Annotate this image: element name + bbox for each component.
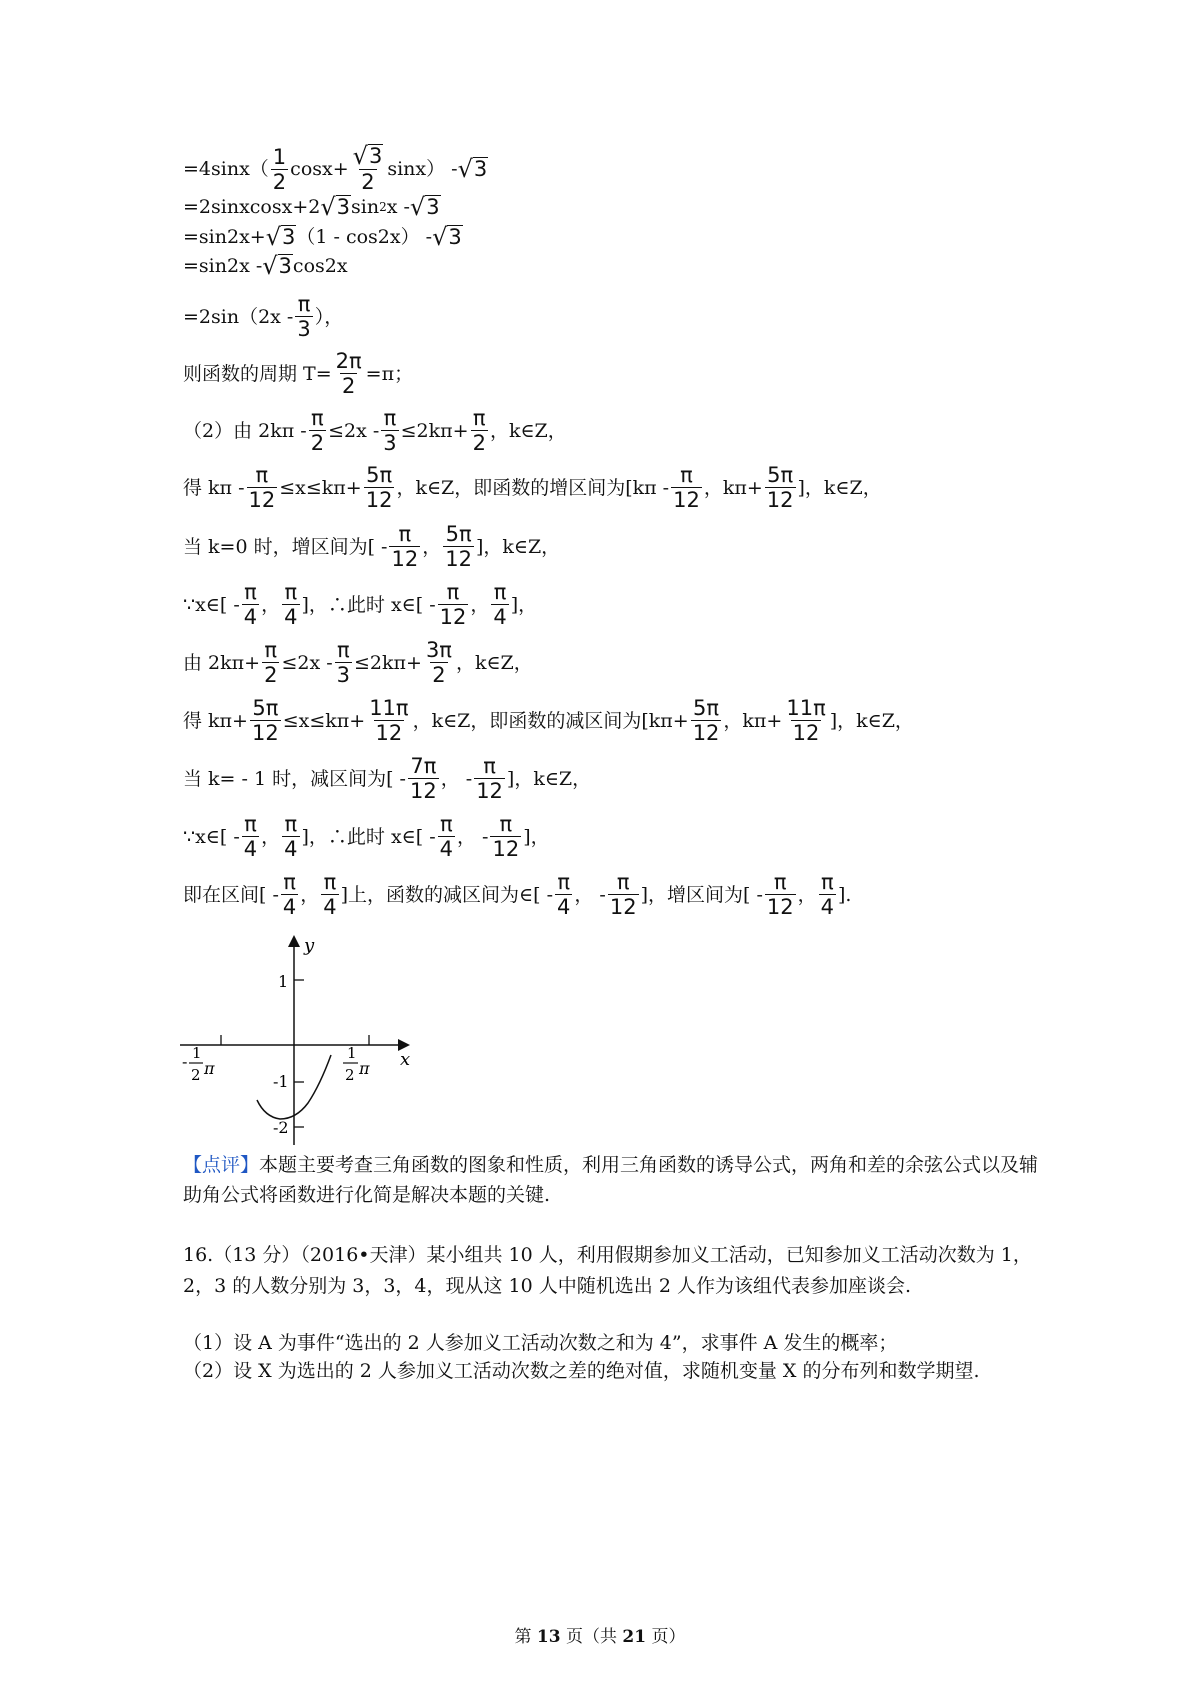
x-left-num: 1 bbox=[192, 1044, 202, 1062]
fraction: $\frac{\pi}{3}$ bbox=[336, 638, 350, 687]
solution-line-12: 得 kπ+ $\frac{5\pi}{12}$ ≤x≤kπ+ $\frac{11\pi}{12}$ ，k∈Z，即函数的减区间为[kπ+ $\frac{5\pi}{12}$ ，kπ+ $\frac{11\pi}{12}$ ]，k∈Z， bbox=[183, 696, 914, 745]
fraction: $\frac{\pi}{4}$ bbox=[493, 580, 507, 629]
sqrt-symbol: √ 3 bbox=[432, 223, 462, 251]
x-left-pi: π bbox=[204, 1059, 215, 1078]
fraction: $\frac{5\pi}{12}$ bbox=[692, 696, 720, 745]
fraction: √ 3 2 bbox=[352, 142, 383, 194]
fraction: $\frac{\pi}{12}$ bbox=[391, 522, 419, 571]
solution-line-14: ∵x∈[ - $\frac{\pi}{4}$ ， $\frac{\pi}{4}$ ]，∴此时 x∈[ - $\frac{\pi}{4}$ ， - $\frac{\pi}{12}$ ]， bbox=[183, 812, 550, 861]
fraction: $\frac{11\pi}{12}$ bbox=[786, 696, 826, 745]
fraction: $\frac{\pi}{4}$ bbox=[323, 870, 337, 919]
fraction: $\frac{\pi}{4}$ bbox=[284, 580, 298, 629]
y-axis-arrow bbox=[288, 935, 300, 947]
fraction: $\frac{1}{2}$ bbox=[272, 144, 287, 194]
fraction: $\frac{\pi}{12}$ bbox=[248, 463, 276, 512]
problem-16-q1: （1）设 A 为事件“选出的 2 人参加义工活动次数之和为 4”，求事件 A 发生的概率； bbox=[183, 1332, 898, 1354]
fraction: $\frac{5\pi}{12}$ bbox=[766, 463, 794, 512]
problem-16-q2: （2）设 X 为选出的 2 人参加义工活动次数之差的绝对值，求随机变量 X 的分布列和数学期望. bbox=[183, 1360, 980, 1382]
y-tick-label-m1: -1 bbox=[273, 1072, 289, 1091]
x-right-num: 1 bbox=[347, 1044, 357, 1062]
solution-line-5: =2sin（2x - $\frac{\pi}{3}$ ）， bbox=[183, 292, 344, 341]
fraction: $\frac{\pi}{12}$ bbox=[766, 870, 794, 919]
page-footer: 第 13 页（共 21 页） bbox=[514, 1627, 686, 1647]
solution-line-4: =sin2x - √ 3 cos2x bbox=[183, 252, 348, 280]
solution-line-6: 则函数的周期 T= $\frac{2\pi}{2}$ =π； bbox=[183, 349, 414, 398]
solution-line-13: 当 k= - 1 时，减区间为[ - $\frac{7\pi}{12}$ ， - $\frac{\pi}{12}$ ]，k∈Z， bbox=[183, 754, 592, 803]
fraction: $\frac{\pi}{2}$ bbox=[264, 638, 278, 687]
x-left-minus: - bbox=[182, 1052, 188, 1071]
solution-line-1: =4sinx（ $\frac{1}{2}$ cosx+ √ 3 2 sinx） - √ 3 bbox=[183, 142, 488, 194]
fraction: $\frac{\pi}{2}$ bbox=[472, 406, 486, 455]
fraction: $\frac{7\pi}{12}$ bbox=[409, 754, 437, 803]
fraction: $\frac{5\pi}{12}$ bbox=[445, 522, 472, 571]
y-tick-label-1: 1 bbox=[278, 972, 289, 991]
function-graph bbox=[180, 935, 440, 1155]
fraction: $\frac{5\pi}{12}$ bbox=[251, 696, 279, 745]
solution-line-11: 由 2kπ+ $\frac{\pi}{2}$ ≤2x - $\frac{\pi}{3}$ ≤2kπ+ $\frac{3\pi}{2}$ ，k∈Z， bbox=[183, 638, 533, 687]
fraction: $\frac{\pi}{12}$ bbox=[609, 870, 637, 919]
y-tick-label-m2: -2 bbox=[273, 1118, 289, 1137]
page-total: 21 bbox=[622, 1627, 647, 1647]
fraction: $\frac{\pi}{3}$ bbox=[383, 406, 397, 455]
fraction: $\frac{\pi}{4}$ bbox=[284, 812, 298, 861]
comment-text: 本题主要考查三角函数的图象和性质，利用三角函数的诱导公式，两角和差的余弦公式以及辅助角公式将函数进行化简是解决本题的关键. bbox=[183, 1154, 1039, 1206]
sqrt-symbol: √ 3 bbox=[457, 155, 488, 183]
fraction: $\frac{\pi}{4}$ bbox=[282, 870, 297, 919]
page-number: 13 bbox=[536, 1627, 561, 1647]
fraction: $\frac{\pi}{4}$ bbox=[439, 812, 453, 861]
solution-line-2: =2sinxcosx+2 √ 3 sin 2 x - √ 3 bbox=[183, 193, 440, 221]
comment-tag: 【点评】 bbox=[183, 1154, 260, 1176]
solution-line-8: 得 kπ - $\frac{\pi}{12}$ ≤x≤kπ+ $\frac{5\pi}{12}$ ，k∈Z，即函数的增区间为[kπ - $\frac{\pi}{12}$ ，kπ+ $\frac{5\pi}{12}$ ]，k∈Z， bbox=[183, 463, 882, 512]
fraction: $\frac{\pi}{4}$ bbox=[820, 870, 834, 919]
solution-line-10: ∵x∈[ - $\frac{\pi}{4}$ ， $\frac{\pi}{4}$ ]，∴此时 x∈[ - $\frac{\pi}{12}$ ， $\frac{\pi}{4}$ ]， bbox=[183, 580, 538, 629]
solution-line-9: 当 k=0 时，增区间为[ - $\frac{\pi}{12}$ ， $\frac{5\pi}{12}$ ]，k∈Z， bbox=[183, 522, 561, 571]
fraction: $\frac{3\pi}{2}$ bbox=[425, 638, 452, 687]
fraction: $\frac{11\pi}{12}$ bbox=[369, 696, 409, 745]
sqrt-symbol: √ 3 bbox=[262, 252, 292, 280]
fraction: $\frac{\pi}{3}$ bbox=[297, 292, 311, 341]
solution-line-15: 即在区间[ - $\frac{\pi}{4}$ ， $\frac{\pi}{4}$ ]上，函数的减区间为∈[ - $\frac{\pi}{4}$ ， - $\frac{\pi}{12}$ ]，增区间为[ - $\frac{\pi}{12}$ ， $\frac{\pi}{4}$ ]. bbox=[183, 870, 852, 919]
fraction: $\frac{\pi}{12}$ bbox=[476, 754, 503, 803]
fraction: $\frac{\pi}{2}$ bbox=[310, 406, 325, 455]
sqrt-symbol: √ 3 bbox=[265, 223, 296, 251]
comment-block bbox=[183, 1150, 1043, 1210]
y-axis-label: y bbox=[304, 935, 315, 956]
solution-line-3: =sin2x+ √ 3 （1 - cos2x） - √ 3 bbox=[183, 223, 462, 251]
fraction: $\frac{\pi}{4}$ bbox=[557, 870, 571, 919]
x-axis-label: x bbox=[400, 1049, 411, 1070]
solution-line-7: （2）由 2kπ - $\frac{\pi}{2}$ ≤2x - $\frac{\pi}{3}$ ≤2kπ+ $\frac{\pi}{2}$ ，k∈Z， bbox=[183, 406, 567, 455]
x-right-den: 2 bbox=[345, 1066, 355, 1084]
fraction: $\frac{\pi}{12}$ bbox=[673, 463, 700, 512]
fraction: $\frac{\pi}{12}$ bbox=[439, 580, 467, 629]
problem-16-stem: 16.（13 分）（2016•天津）某小组共 10 人，利用假期参加义工活动，已知参加义工活动次数为 1，2，3 的人数分别为 3，3，4，现从这 10 人中随机选出 2 人作为该组代表参加座谈会. bbox=[183, 1244, 1032, 1297]
x-left-den: 2 bbox=[191, 1066, 201, 1084]
sqrt-symbol: √ 3 bbox=[320, 193, 351, 221]
sqrt-symbol: √ 3 bbox=[409, 193, 440, 221]
fraction: $\frac{\pi}{4}$ bbox=[243, 580, 258, 629]
fraction: $\frac{2\pi}{2}$ bbox=[335, 349, 362, 398]
x-right-pi: π bbox=[359, 1059, 370, 1078]
fraction: $\frac{\pi}{12}$ bbox=[492, 812, 520, 861]
fraction: $\frac{\pi}{4}$ bbox=[243, 812, 258, 861]
fraction: $\frac{5\pi}{12}$ bbox=[365, 463, 393, 512]
